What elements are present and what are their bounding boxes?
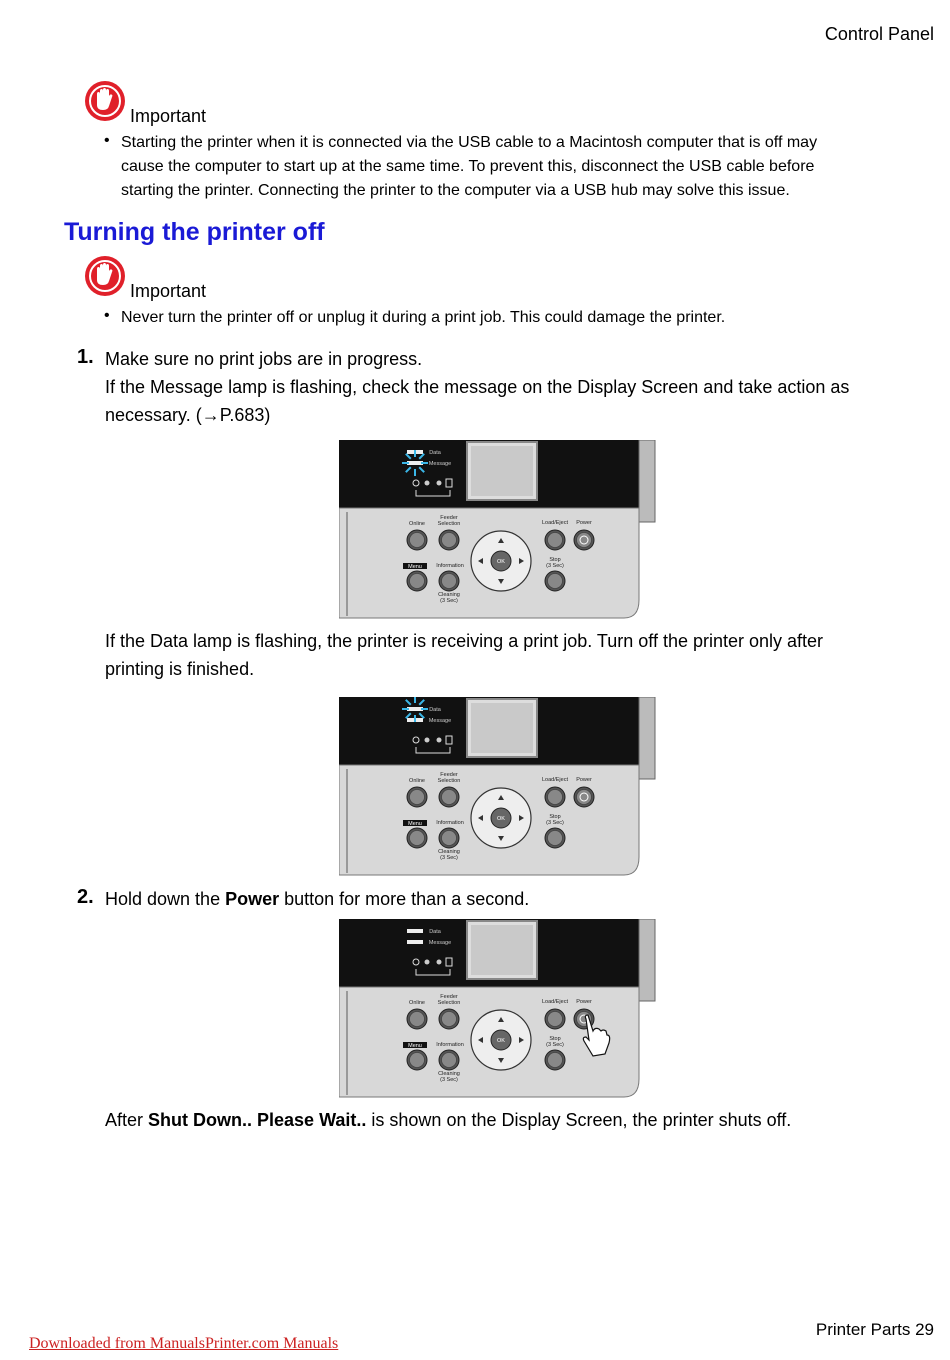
cleaning-sec-label: (3 Sec) — [440, 855, 458, 861]
information-button — [442, 831, 457, 846]
feeder-selection-button — [442, 1012, 457, 1027]
power-label: Power — [576, 520, 592, 526]
stop-sec-label: (3 Sec) — [546, 1042, 564, 1048]
online-label: Online — [409, 778, 425, 784]
section-heading: Turning the printer off — [64, 218, 325, 246]
message-lamp — [407, 461, 423, 465]
display-message: Shut Down.. — [148, 1110, 252, 1130]
important-hand-icon — [84, 255, 126, 297]
information-button — [442, 1053, 457, 1068]
ok-label: OK — [497, 559, 505, 565]
stop-label: Stop — [549, 557, 561, 563]
text-run: is shown on the Display Screen, the printer shuts off. — [366, 1110, 792, 1130]
step-1-detail: necessary. (→P.683) — [105, 405, 271, 425]
text-run: After — [105, 1110, 149, 1130]
stop-label: Stop — [549, 814, 561, 820]
power-button — [577, 533, 592, 548]
control-panel-image — [339, 697, 656, 877]
important-note-1 — [121, 131, 817, 203]
footer-page-label: Printer Parts 29 — [815, 1320, 934, 1339]
menu-button — [410, 1053, 425, 1068]
message-lamp-label: Message — [428, 461, 452, 467]
panel-side — [639, 440, 655, 522]
information-button — [442, 574, 457, 589]
load-eject-label: Load/Eject — [542, 777, 568, 783]
step-1-text: Make sure no print jobs are in progress. — [105, 349, 423, 369]
indicator-dot — [425, 481, 430, 486]
load-eject-button — [548, 1012, 563, 1027]
data-lamp-label: Data — [429, 929, 441, 935]
ok-label: OK — [497, 1038, 505, 1044]
important-hand-icon — [84, 80, 126, 122]
power-label: Power — [576, 999, 592, 1005]
data-lamp-label: Data — [429, 450, 441, 456]
feeder-label: Feeder — [440, 994, 458, 1000]
selection-label: Selection — [437, 521, 461, 527]
data-lamp-note: printing is finished. — [105, 659, 255, 679]
control-panel-image — [339, 440, 656, 620]
closing-text — [105, 1106, 791, 1134]
feeder-label: Feeder — [440, 772, 458, 778]
cleaning-sec-label: (3 Sec) — [440, 598, 458, 604]
stop-button — [548, 831, 563, 846]
indicator-dot — [437, 481, 442, 486]
load-eject-label: Load/Eject — [542, 520, 568, 526]
stop-sec-label: (3 Sec) — [546, 563, 564, 569]
note-line: Starting the printer when it is connected via the USB cable to a Macintosh computer that is off may — [121, 134, 818, 151]
note-line: cause the computer to start up at the same time. To prevent this, disconnect the USB cable before — [121, 158, 815, 175]
menu-button — [410, 574, 425, 589]
display-message: Please Wait.. — [257, 1110, 367, 1130]
indicator-dot — [425, 960, 430, 965]
load-eject-button — [548, 790, 563, 805]
menu-label: Menu — [408, 821, 422, 827]
online-button — [410, 790, 425, 805]
stop-sec-label: (3 Sec) — [546, 820, 564, 826]
indicator-dot — [437, 960, 442, 965]
menu-label: Menu — [408, 564, 422, 570]
note-line: starting the printer. Connecting the printer to the computer via a USB hub may solve this issue. — [121, 182, 790, 199]
indicator-dot — [425, 738, 430, 743]
menu-button — [410, 831, 425, 846]
message-lamp — [407, 940, 423, 944]
information-label: Information — [436, 563, 464, 569]
section-header: Control Panel — [824, 24, 934, 44]
cleaning-label: Cleaning — [438, 592, 460, 598]
information-label: Information — [436, 1042, 464, 1048]
text-run: button for more than a second. — [279, 889, 530, 909]
panel-side — [639, 919, 655, 1001]
text-run: Hold down the — [105, 889, 226, 909]
control-panel-image — [339, 919, 656, 1099]
stop-button — [548, 574, 563, 589]
cleaning-sec-label: (3 Sec) — [440, 1077, 458, 1083]
panel-side — [639, 697, 655, 779]
step-2-text — [105, 885, 529, 913]
important-note-2: Never turn the printer off or unplug it during a print job. This could damage the printer. — [121, 309, 726, 326]
feeder-selection-button — [442, 533, 457, 548]
cleaning-label: Cleaning — [438, 1071, 460, 1077]
feeder-selection-button — [442, 790, 457, 805]
message-lamp-label: Message — [428, 940, 452, 946]
power-emphasis: Power — [225, 889, 280, 909]
ok-label: OK — [497, 816, 505, 822]
message-lamp-label: Message — [428, 718, 452, 724]
power-button — [577, 790, 592, 805]
online-button — [410, 1012, 425, 1027]
online-label: Online — [409, 1000, 425, 1006]
selection-label: Selection — [437, 778, 461, 784]
important-label: Important — [130, 281, 207, 301]
display-glass — [471, 925, 533, 975]
display-glass — [471, 703, 533, 753]
online-label: Online — [409, 521, 425, 527]
display-glass — [471, 446, 533, 496]
data-lamp — [407, 929, 423, 933]
feeder-label: Feeder — [440, 515, 458, 521]
load-eject-button — [548, 533, 563, 548]
step-1-detail: If the Message lamp is flashing, check the message on the Display Screen and take action as — [105, 377, 850, 397]
stop-label: Stop — [549, 1036, 561, 1042]
power-label: Power — [576, 777, 592, 783]
online-button — [410, 533, 425, 548]
bullet-marker: • — [104, 132, 110, 149]
cleaning-label: Cleaning — [438, 849, 460, 855]
selection-label: Selection — [437, 1000, 461, 1006]
stop-button — [548, 1053, 563, 1068]
information-label: Information — [436, 820, 464, 826]
data-lamp-note: If the Data lamp is flashing, the printer is receiving a print job. Turn off the printer only after — [105, 631, 824, 651]
step-number: 1. — [77, 346, 94, 368]
menu-label: Menu — [408, 1043, 422, 1049]
step-number: 2. — [77, 886, 94, 908]
important-label: Important — [130, 106, 207, 126]
data-lamp-label: Data — [429, 707, 441, 713]
bullet-marker: • — [104, 307, 110, 324]
download-source-link[interactable]: Downloaded from ManualsPrinter.com Manuals — [29, 1335, 339, 1352]
data-lamp — [407, 707, 423, 711]
indicator-dot — [437, 738, 442, 743]
load-eject-label: Load/Eject — [542, 999, 568, 1005]
